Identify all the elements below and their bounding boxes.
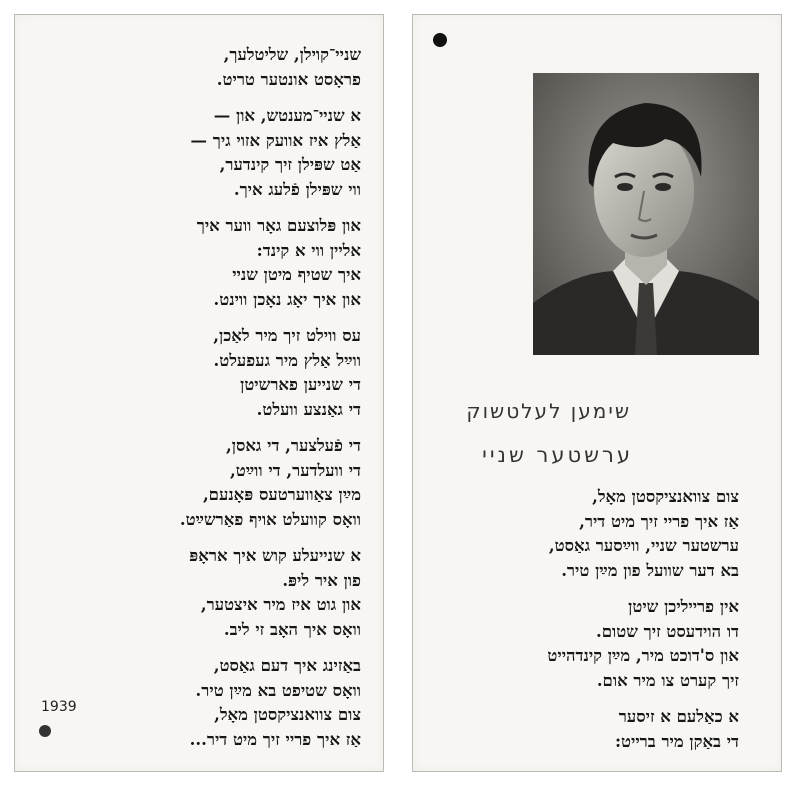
stanza	[31, 544, 361, 642]
poem-line: דו הוידעסט זיך שטום.	[596, 621, 739, 641]
left-page	[14, 14, 384, 772]
poem-line: א כאַלעם א זיסער	[618, 707, 739, 726]
poem-line: פראָסט אונטער טריט.	[216, 69, 361, 89]
stanza	[31, 434, 361, 532]
punch-hole-icon	[433, 33, 447, 47]
stanza	[31, 324, 361, 422]
right-page	[412, 14, 782, 772]
stanza	[419, 705, 739, 754]
poem-line: א שנייעלע קוש איך אראָפּ	[189, 546, 361, 565]
stanza	[31, 104, 361, 202]
poem-line: עס ווילט זיך מיר לאַכן,	[213, 326, 361, 345]
poem-line: באַזינג איך דעם גאַסט,	[213, 656, 361, 675]
poem-line: וואָס איך האָב זי ליב.	[223, 619, 361, 639]
poem-line: וואָס שטיפט בא מײַן טיר.	[195, 680, 361, 700]
poem-line: אַלץ איז אוועק אזוי גיך —	[190, 130, 361, 150]
poem-line: די באַקן מיר ברייט:	[614, 731, 739, 751]
portrait-photo-icon	[533, 73, 759, 355]
poem-title: ערשטער שניי	[482, 443, 633, 467]
poem-line: די פֿעלצער, די גאסן,	[226, 436, 361, 455]
poem-line: און איך יאָג נאָכן ווינט.	[213, 289, 361, 309]
poem-line: צום צוואנציקסטן מאָל,	[214, 705, 361, 724]
poem-line: א שניי־מענטש, און —	[213, 106, 361, 125]
poem-line: שניי־קוילן, שליטלעך,	[223, 45, 361, 64]
poem-line: וואָס קוועלט אויף פאַרשײַט.	[179, 509, 361, 529]
author-portrait	[533, 73, 759, 355]
stanza	[31, 654, 361, 752]
stanza	[419, 485, 739, 583]
right-poem-text	[419, 485, 739, 766]
poem-line: און גוט איז מיר איצטער,	[200, 595, 361, 614]
poem-line: צום צוואנציקסטן מאָל,	[592, 487, 739, 506]
left-poem-text	[31, 43, 361, 764]
stanza	[419, 595, 739, 693]
poem-line: זיך קערט צו מיר אום.	[596, 670, 739, 690]
poem-line: אַז איך פריי זיך מיט דיר...	[189, 729, 361, 749]
poem-line: אַז איך פריי זיך מיט דיר,	[579, 511, 739, 531]
stanza	[31, 43, 361, 92]
punch-hole-icon	[39, 725, 51, 737]
poem-line: בא דער שוועל פון מײַן טיר.	[561, 560, 739, 580]
poem-line: ערשטער שניי, ווײַסער גאַסט,	[548, 536, 739, 555]
poem-line: אַט שפּילן זיך קינדער,	[219, 155, 361, 174]
year-label: 1939	[41, 699, 77, 715]
poem-line: ווײַל אַלץ מיר געפעלט.	[213, 350, 361, 370]
poem-line: מײַן צאַווערטעס פּאָנעם,	[202, 485, 361, 504]
poem-line: די גאַנצע וועלט.	[256, 399, 361, 419]
poem-line: די שנייען פארשיטן	[240, 375, 361, 394]
author-name: שימען לעלטשוק	[466, 399, 631, 423]
poem-line: און ס'דוכט מיר, מײַן קינדהייט	[547, 646, 739, 665]
poem-line: אין פרייליכן שיטן	[628, 597, 739, 616]
poem-line: די וועלדער, די ווײַט,	[230, 460, 361, 480]
poem-line: אליין ווי א קינד:	[256, 240, 361, 260]
poem-line: און פּלוצעם גאָר ווער איך	[196, 216, 361, 235]
poem-line: ווי שפּילן פֿלעג איך.	[233, 179, 361, 199]
stanza	[31, 214, 361, 312]
poem-line: פון איר ליפּ.	[282, 570, 361, 590]
poem-line: איך שטיף מיטן שניי	[232, 265, 361, 284]
